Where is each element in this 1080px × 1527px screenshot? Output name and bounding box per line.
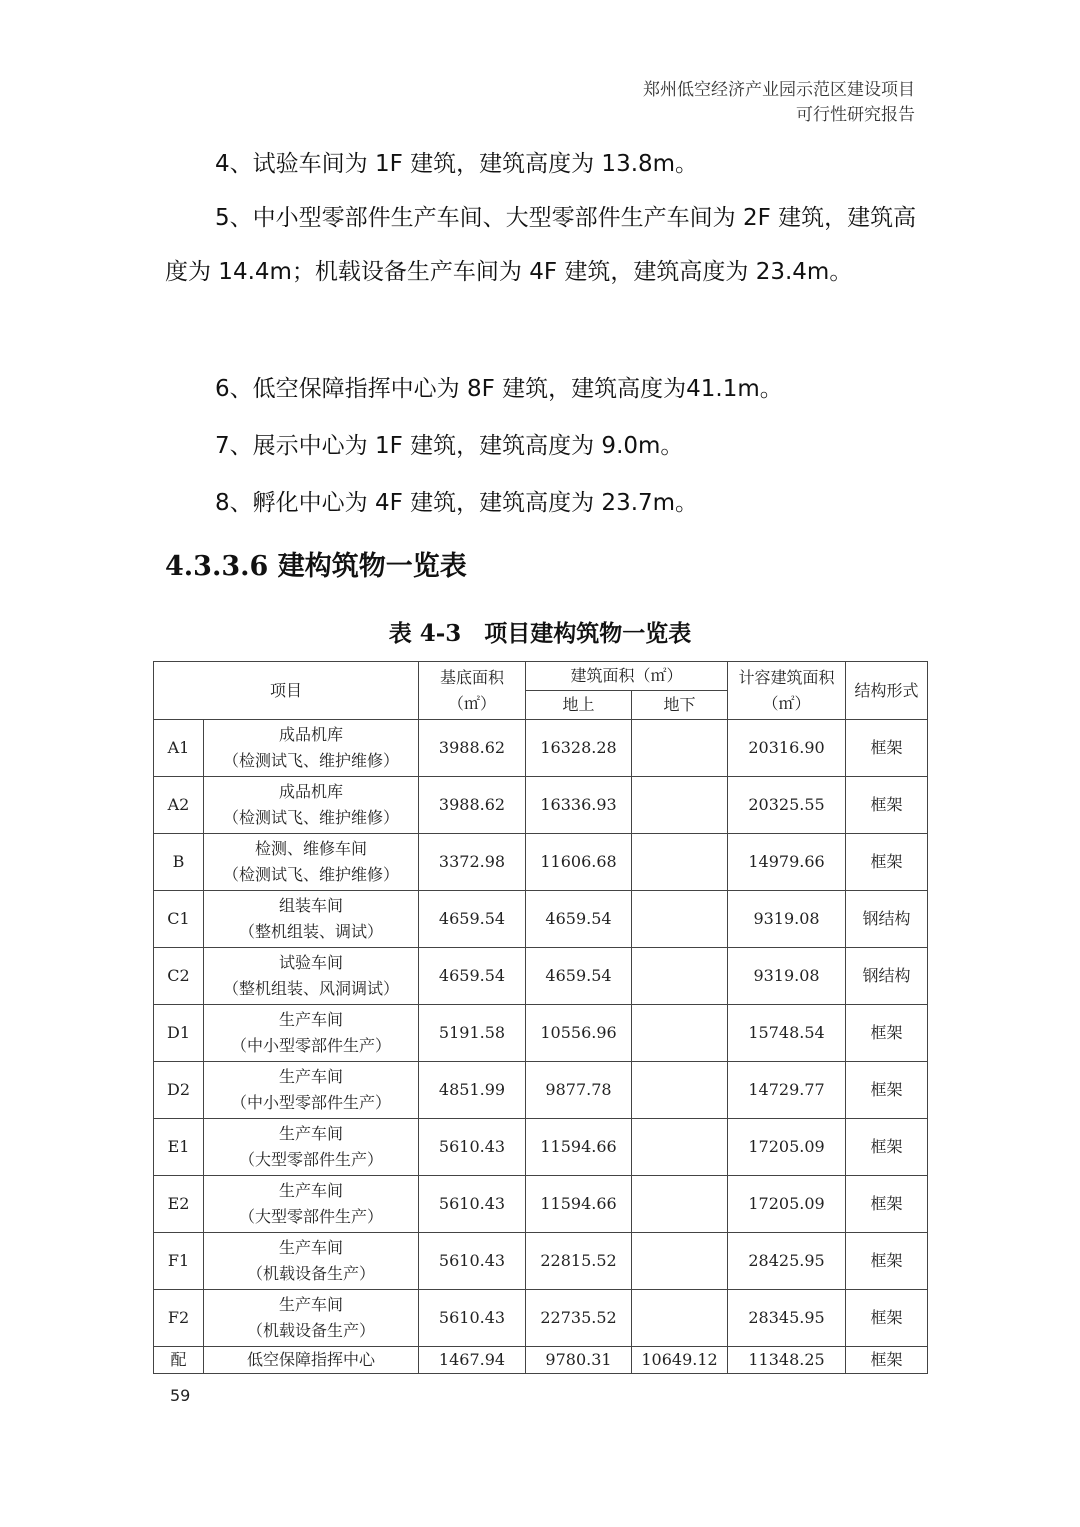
row-code: A2 [154, 777, 204, 834]
row-counted-area: 28425.95 [728, 1233, 846, 1290]
row-below-ground [632, 1062, 728, 1119]
paragraph-5: 5、中小型零部件生产车间、大型零部件生产车间为 2F 建筑，建筑高度为 14.4m；机载设备生产车间为 4F 建筑，建筑高度为 23.4m。 [165, 205, 917, 285]
row-counted-area: 20316.90 [728, 720, 846, 777]
row-name [204, 1347, 419, 1374]
row-structure: 框架 [846, 1119, 928, 1176]
row-base-area: 3988.62 [419, 720, 526, 777]
row-structure: 框架 [846, 1233, 928, 1290]
row-counted-area: 14729.77 [728, 1062, 846, 1119]
paragraph-8: 8、孵化中心为 4F 建筑，建筑高度为 23.7m。 [215, 490, 699, 516]
row-name-sub: （机载设备生产） [247, 1321, 376, 1340]
row-name-sub: （中小型零部件生产） [231, 1093, 392, 1112]
table-row [154, 1233, 928, 1290]
row-structure: 钢结构 [846, 891, 928, 948]
row-structure: 框架 [846, 1347, 928, 1374]
row-code: F2 [154, 1290, 204, 1347]
table-row [154, 777, 928, 834]
row-base-area: 4659.54 [419, 891, 526, 948]
row-name [204, 1119, 419, 1176]
row-structure: 框架 [846, 720, 928, 777]
table-row [154, 1347, 928, 1374]
row-below-ground [632, 1233, 728, 1290]
row-name [204, 891, 419, 948]
row-name-sub: （大型零部件生产） [239, 1150, 384, 1169]
section-title: 4.3.3.6 建构筑物一览表 [165, 551, 467, 582]
header-above-ground: 地上 [526, 691, 632, 720]
row-counted-area: 20325.55 [728, 777, 846, 834]
row-base-area: 3372.98 [419, 834, 526, 891]
row-above-ground: 9877.78 [526, 1062, 632, 1119]
row-name-main: 试验车间 [279, 953, 344, 972]
row-structure: 框架 [846, 834, 928, 891]
row-structure: 框架 [846, 1062, 928, 1119]
row-code: C1 [154, 891, 204, 948]
row-base-area: 5610.43 [419, 1233, 526, 1290]
row-code: 配 [154, 1347, 204, 1374]
row-name-main: 组装车间 [279, 896, 344, 915]
row-above-ground: 10556.96 [526, 1005, 632, 1062]
row-name [204, 1290, 419, 1347]
table-row [154, 1119, 928, 1176]
row-above-ground: 16336.93 [526, 777, 632, 834]
row-below-ground [632, 834, 728, 891]
table-row [154, 891, 928, 948]
row-name-sub: （大型零部件生产） [239, 1207, 384, 1226]
row-above-ground: 4659.54 [526, 891, 632, 948]
row-base-area: 5610.43 [419, 1290, 526, 1347]
row-name-sub: （整机组装、风洞调试） [223, 979, 400, 998]
row-above-ground: 22735.52 [526, 1290, 632, 1347]
header-report-title: 可行性研究报告 [796, 105, 915, 125]
header-below-ground: 地下 [632, 691, 728, 720]
row-name [204, 777, 419, 834]
row-code: E1 [154, 1119, 204, 1176]
row-base-area: 3988.62 [419, 777, 526, 834]
table-row [154, 720, 928, 777]
row-counted-area: 11348.25 [728, 1347, 846, 1374]
row-name-main: 低空保障指挥中心 [247, 1350, 376, 1369]
table-row [154, 948, 928, 1005]
row-below-ground [632, 948, 728, 1005]
row-code: C2 [154, 948, 204, 1005]
row-counted-area: 17205.09 [728, 1176, 846, 1233]
row-name-sub: （检测试飞、维护维修） [223, 751, 400, 770]
row-code: A1 [154, 720, 204, 777]
row-counted-area: 14979.66 [728, 834, 846, 891]
table-header-row [154, 662, 928, 691]
row-above-ground: 11606.68 [526, 834, 632, 891]
row-code: E2 [154, 1176, 204, 1233]
row-name-main: 生产车间 [279, 1124, 344, 1143]
row-base-area: 1467.94 [419, 1347, 526, 1374]
row-above-ground: 16328.28 [526, 720, 632, 777]
row-below-ground [632, 720, 728, 777]
row-above-ground: 11594.66 [526, 1176, 632, 1233]
row-name-sub: （机载设备生产） [247, 1264, 376, 1283]
paragraph-7: 7、展示中心为 1F 建筑，建筑高度为 9.0m。 [215, 433, 684, 459]
table-row [154, 834, 928, 891]
row-name [204, 1176, 419, 1233]
row-name-main: 生产车间 [279, 1181, 344, 1200]
row-base-area: 5610.43 [419, 1119, 526, 1176]
row-base-area: 5610.43 [419, 1176, 526, 1233]
row-name-main: 生产车间 [279, 1238, 344, 1257]
table-row [154, 1290, 928, 1347]
row-name [204, 1005, 419, 1062]
row-name-sub: （中小型零部件生产） [231, 1036, 392, 1055]
row-below-ground [632, 1290, 728, 1347]
row-structure: 框架 [846, 777, 928, 834]
page-number: 59 [170, 1386, 191, 1405]
row-name-main: 生产车间 [279, 1067, 344, 1086]
row-below-ground [632, 891, 728, 948]
row-below-ground [632, 1005, 728, 1062]
header-project-title: 郑州低空经济产业园示范区建设项目 [643, 80, 915, 100]
row-counted-area: 9319.08 [728, 891, 846, 948]
row-name-main: 生产车间 [279, 1295, 344, 1314]
row-name-sub: （检测试飞、维护维修） [223, 865, 400, 884]
paragraph-4: 4、试验车间为 1F 建筑，建筑高度为 13.8m。 [215, 151, 699, 177]
row-above-ground: 4659.54 [526, 948, 632, 1005]
buildings-table [153, 661, 928, 1374]
row-counted-area: 9319.08 [728, 948, 846, 1005]
row-code: D2 [154, 1062, 204, 1119]
row-below-ground: 10649.12 [632, 1347, 728, 1374]
row-name [204, 1233, 419, 1290]
row-name [204, 948, 419, 1005]
row-structure: 框架 [846, 1290, 928, 1347]
row-name-main: 成品机库 [279, 725, 344, 744]
paragraph-6: 6、低空保障指挥中心为 8F 建筑，建筑高度为41.1m。 [215, 376, 783, 402]
row-code: B [154, 834, 204, 891]
table-row [154, 1176, 928, 1233]
row-structure: 钢结构 [846, 948, 928, 1005]
row-structure: 框架 [846, 1005, 928, 1062]
row-above-ground: 22815.52 [526, 1233, 632, 1290]
header-building-area: 建筑面积（㎡） [526, 662, 728, 691]
row-counted-area: 28345.95 [728, 1290, 846, 1347]
row-above-ground: 11594.66 [526, 1119, 632, 1176]
row-name-main: 成品机库 [279, 782, 344, 801]
row-code: D1 [154, 1005, 204, 1062]
row-name-sub: （检测试飞、维护维修） [223, 808, 400, 827]
row-above-ground: 9780.31 [526, 1347, 632, 1374]
header-structure: 结构形式 [846, 662, 928, 720]
row-name [204, 1062, 419, 1119]
header-item: 项目 [154, 662, 419, 720]
row-name [204, 834, 419, 891]
row-name [204, 720, 419, 777]
row-name-main: 检测、维修车间 [255, 839, 368, 858]
row-base-area: 4659.54 [419, 948, 526, 1005]
row-code: F1 [154, 1233, 204, 1290]
row-below-ground [632, 1119, 728, 1176]
row-structure: 框架 [846, 1176, 928, 1233]
row-base-area: 4851.99 [419, 1062, 526, 1119]
row-name-sub: （整机组装、调试） [239, 922, 384, 941]
header-base-area: 基底面积（㎡） [419, 662, 526, 720]
row-counted-area: 17205.09 [728, 1119, 846, 1176]
row-name-main: 生产车间 [279, 1010, 344, 1029]
row-below-ground [632, 777, 728, 834]
table-row [154, 1062, 928, 1119]
row-base-area: 5191.58 [419, 1005, 526, 1062]
row-counted-area: 15748.54 [728, 1005, 846, 1062]
header-counted-area: 计容建筑面积（㎡） [728, 662, 846, 720]
table-row [154, 1005, 928, 1062]
table-caption: 表 4-3 项目建构筑物一览表 [388, 620, 692, 647]
row-below-ground [632, 1176, 728, 1233]
page-header [643, 78, 915, 128]
